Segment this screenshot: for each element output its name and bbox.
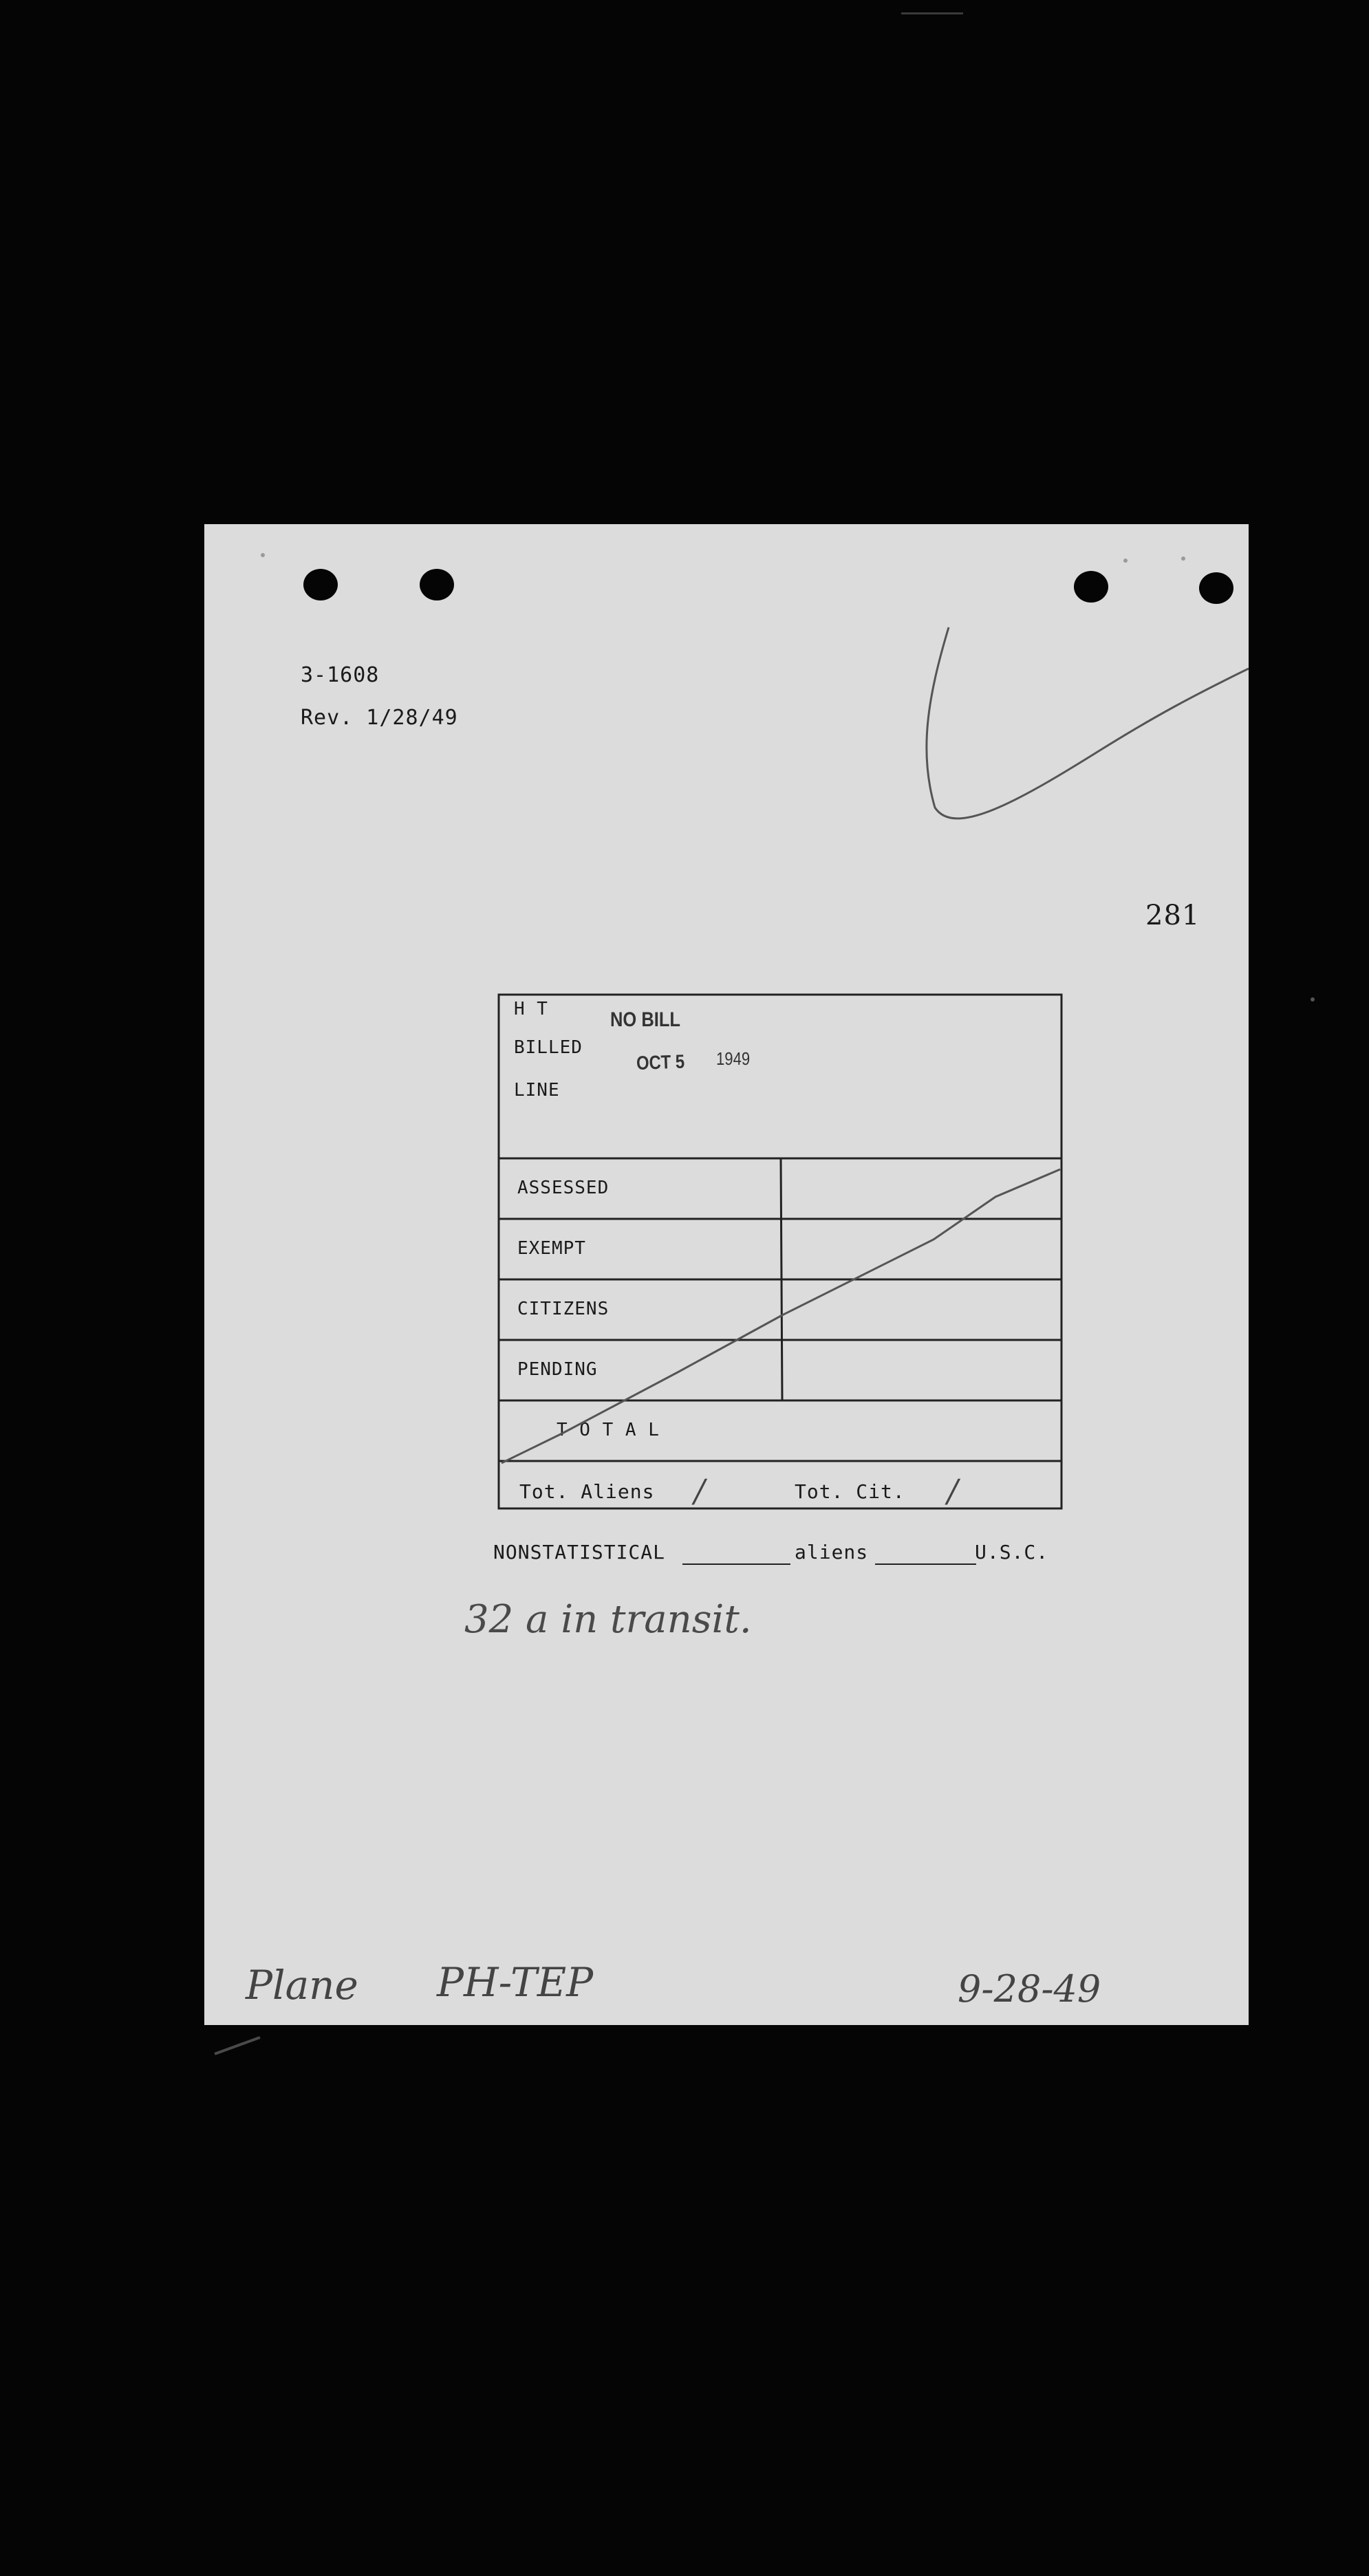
row-label-assessed: ASSESSED <box>517 1178 610 1198</box>
check-mark-stroke <box>927 627 1249 819</box>
usc-label: U.S.C. <box>975 1541 1049 1563</box>
form-rules-svg <box>204 524 1249 2025</box>
row-label-exempt: EXEMPT <box>517 1238 586 1259</box>
form-number: 3-1608 <box>301 663 380 687</box>
stamp-date-month: OCT 5 <box>636 1050 685 1074</box>
punch-hole <box>420 569 454 600</box>
header-line-billed: BILLED <box>514 1037 583 1058</box>
paper-speck <box>261 553 265 557</box>
tot-aliens-value: / <box>694 1472 705 1509</box>
form-revision: Rev. 1/28/49 <box>301 706 458 730</box>
punch-hole <box>1074 571 1108 603</box>
handwritten-plane-id: PH-TEP <box>437 1959 594 2006</box>
row-label-pending: PENDING <box>517 1359 598 1380</box>
paper-speck <box>1123 559 1128 563</box>
handwritten-plane: Plane <box>246 1962 358 2009</box>
page-number: 281 <box>1145 900 1200 931</box>
handwritten-date: 9-28-49 <box>958 1967 1101 2011</box>
tot-cit-label: Tot. Cit. <box>795 1480 905 1503</box>
tot-aliens-label: Tot. Aliens <box>519 1480 655 1503</box>
punch-hole <box>303 569 338 600</box>
header-line-ht: H T <box>514 999 548 1019</box>
header-line-line: LINE <box>514 1080 560 1101</box>
total-label: T O T A L <box>557 1420 660 1440</box>
scan-artifact <box>901 12 963 14</box>
handwritten-note: 32 a in transit. <box>464 1597 752 1642</box>
punch-hole <box>1199 572 1233 604</box>
row-label-citizens: CITIZENS <box>517 1299 610 1319</box>
form-sheet <box>204 524 1249 2025</box>
scan-artifact <box>214 2036 260 2055</box>
scan-artifact <box>1311 997 1315 1002</box>
paper-speck <box>1181 556 1185 561</box>
aliens-label: aliens <box>795 1541 869 1563</box>
nonstatistical-label: NONSTATISTICAL <box>493 1541 666 1563</box>
tot-cit-value: / <box>947 1472 958 1509</box>
no-bill-stamp: NO BILL <box>610 1008 680 1031</box>
stamp-date-year: 1949 <box>716 1048 751 1069</box>
column-rule <box>781 1158 782 1400</box>
